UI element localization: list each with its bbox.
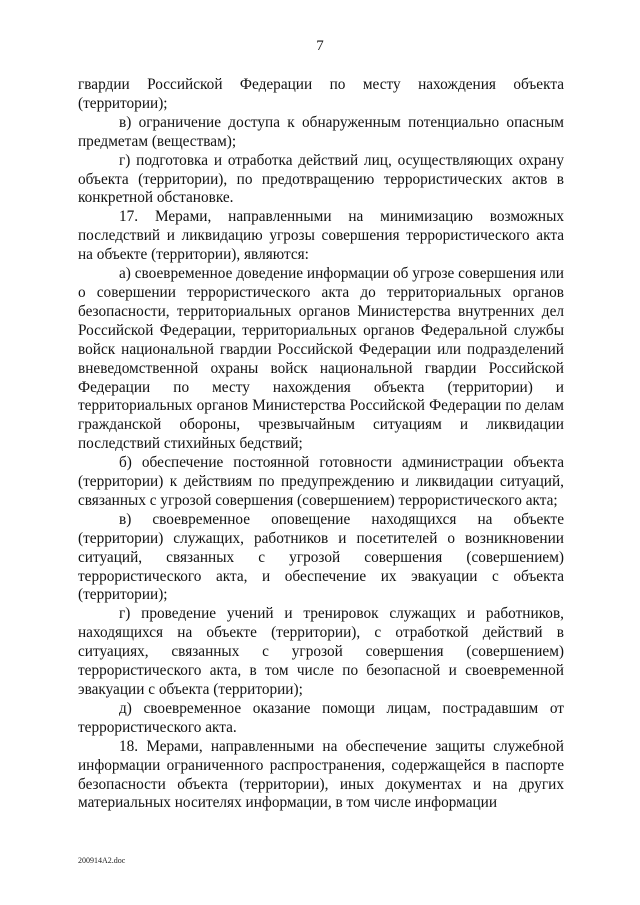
paragraph-continuation: гвардии Российской Федерации по месту нахождения объекта (территории);: [78, 76, 564, 112]
document-body: [78, 76, 564, 813]
paragraph-item-b: б) обеспечение постоянной готовности администрации объекта (территории) к действиям по предупреждению и ликвидации ситуаций, связанных с угрозой совершения (совершением) террористического акта;: [78, 454, 564, 509]
paragraph-item-d: д) своевременное оказание помощи лицам, пострадавшим от террористического акта.: [78, 699, 564, 736]
file-name-footer: 200914A2.doc: [78, 856, 126, 865]
paragraph-clause-18: 18. Мерами, направленными на обеспечение защиты служебной информации ограниченного распространения, содержащейся в паспорте безопасности объекта (территории), иных документах и на других материальных носителях информации, в том числе информации: [78, 737, 564, 812]
paragraph-item-g: г) подготовка и отработка действий лиц, осуществляющих охрану объекта (территории), по предотвращению террористических актов в конкретной обстановке.: [78, 151, 564, 207]
paragraph-item-a: а) своевременное доведение информации об угрозе совершения или о совершении террористического акта до территориальных органов безопасности, территориальных органов Министерства внутренних дел Российской Федерации, территориальных органов Федеральной службы войск национальной гвардии Российской Федерации или подразделений вневедомственной охраны войск национальной гвардии Российской Федерации по месту нахождения объекта (территории) и территориальных органов Министерства Российской Федерации по делам гражданской обороны, чрезвычайным ситуациям и ликвидации последствий стихийных бедствий;: [78, 265, 564, 453]
paragraph-item-v2: в) своевременное оповещение находящихся на объекте (территории) служащих, работников и посетителей о возникновении ситуаций, связанных с угрозой совершения (совершением) террористического акта, и обеспечение их эвакуации с объекта (территории);: [78, 510, 564, 604]
paragraph-item-g2: г) проведение учений и тренировок служащих и работников, находящихся на объекте (территории), с отработкой действий в ситуациях, связанных с угрозой совершения (совершением) террористического акта, в том числе по безопасной и своевременной эвакуации с объекта (территории);: [78, 605, 564, 698]
paragraph-item-v: в) ограничение доступа к обнаруженным потенциально опасным предметам (веществам);: [78, 113, 564, 150]
page-number: 7: [316, 38, 324, 54]
paragraph-clause-17: 17. Мерами, направленными на минимизацию возможных последствий и ликвидацию угрозы совершения террористического акта на объекте (территории), являются:: [78, 208, 564, 264]
